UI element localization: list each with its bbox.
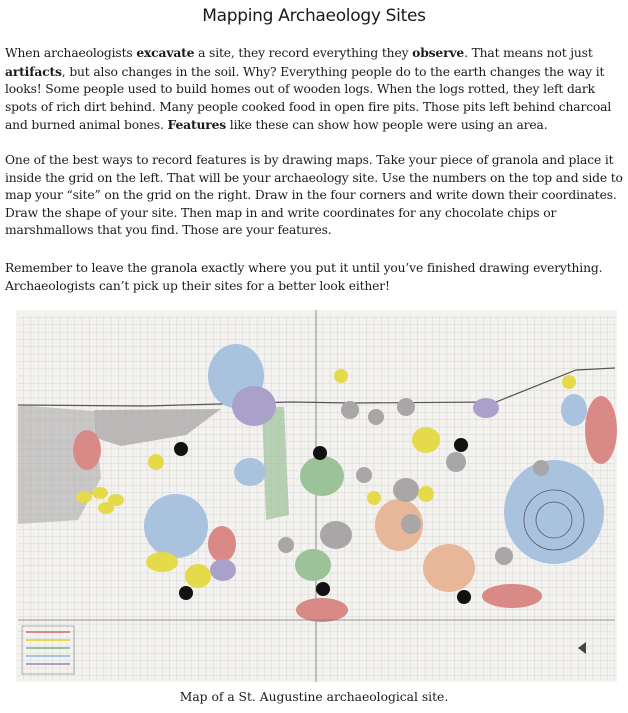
green-pit-feature bbox=[300, 456, 344, 496]
purple-pit-feature bbox=[210, 559, 236, 581]
gray-pit-feature bbox=[393, 478, 419, 502]
red-pit-feature bbox=[296, 598, 348, 622]
green-pit-feature bbox=[295, 549, 331, 581]
reminder-paragraph: Remember to leave the granola exactly where you put it until you’ve finished drawing everything. Archaeologists can’t pick up their sites for a better look either! bbox=[5, 261, 603, 293]
purple-pit-feature bbox=[232, 386, 276, 426]
blue-pit-feature bbox=[234, 458, 266, 486]
instructions-paragraph: One of the best ways to record features is by drawing maps. Take your piece of granola and place it inside the grid on the left. That will be your archaeology site. Use the numbers on the top and side to map your “site” on the grid on the right. Draw in the four corners and write down their coordinates. Draw the shape of your site. Then map in and write coordinates for any chocolate chips or marshmallows that you find. Those are your features. bbox=[5, 153, 623, 238]
red-pit-feature bbox=[208, 526, 236, 562]
blue-pit-feature bbox=[144, 494, 208, 558]
orange-pit-feature bbox=[423, 544, 475, 592]
page-title: Mapping Archaeology Sites bbox=[202, 6, 426, 26]
blue-pit-feature bbox=[561, 394, 587, 426]
red-pit-feature bbox=[482, 584, 542, 608]
blue-pit-feature bbox=[504, 460, 604, 564]
gray-pit-feature bbox=[320, 521, 352, 549]
map-caption: Map of a St. Augustine archaeological site. bbox=[179, 690, 449, 704]
red-pit-feature bbox=[585, 396, 617, 464]
purple-pit-feature bbox=[473, 398, 499, 418]
intro-paragraph: When archaeologists excavate a site, they record everything they observe. That means not just artifacts, but also changes in the soil. Why? Everything people do to the earth changes the way it looks! Some people used to build homes out of wooden logs. When the logs rotted, they left dark spots of rich dirt behind. Many people cooked food in open fire pits. Those pits left behind charcoal and burned animal bones. Features like these can show how people were using an area. bbox=[5, 45, 612, 133]
red-pit-feature bbox=[73, 430, 101, 470]
site-map-image bbox=[16, 310, 617, 682]
